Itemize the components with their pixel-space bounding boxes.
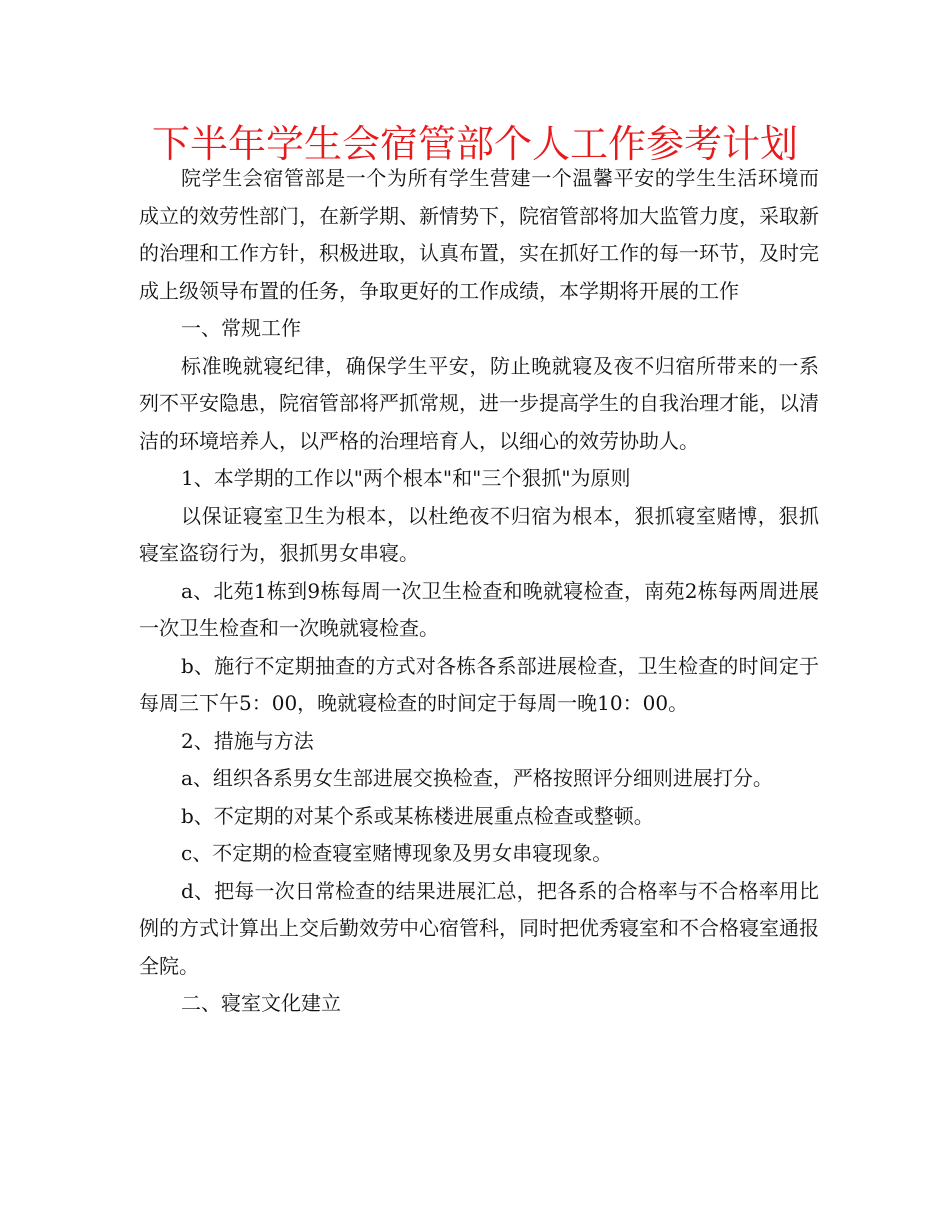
list-item-b-key-inspection: b、不定期的对某个系或某栋楼进展重点检查或整顿。 xyxy=(181,803,654,828)
section-heading-dorm-culture: 二、寝室文化建立 xyxy=(181,991,341,1015)
list-item-d-summary: d、把每一次日常检查的结果进展汇总，把各系的合格率与不合格率用比例的方式计算出上交后勤效劳中心宿管科，同时把优秀寝室和不合格寝室通报全院。 xyxy=(139,878,819,978)
section-heading-routine-work: 一、常规工作 xyxy=(181,316,301,340)
list-item-b-spot-checks: b、施行不定期抽查的方式对各栋各系部进展检查，卫生检查的时间定于每周三下午5：00，晚就寝检查的时间定于每周一晚10：00。 xyxy=(139,653,819,715)
subheading-measures: 2、措施与方法 xyxy=(181,728,314,753)
subheading-principles: 1、本学期的工作以"两个根本"和"三个狠抓"为原则 xyxy=(181,466,631,490)
list-item-a-north-south: a、北苑1栋到9栋每周一次卫生检查和晚就寝检查，南苑2栋每两周进展一次卫生检查和一次晚就寝检查。 xyxy=(139,578,819,640)
list-item-c-gambling-check: c、不定期的检查寝室赌博现象及男女串寝现象。 xyxy=(181,841,613,865)
paragraph-routine-description: 标准晚就寝纪律，确保学生平安，防止晚就寝及夜不归宿所带来的一系列不平安隐患，院宿管部将严抓常规，进一步提高学生的自我治理才能，以清洁的环境培养人，以严格的治理培育人，以细心的效劳协助人。 xyxy=(139,353,819,453)
paragraph-intro: 院学生会宿管部是一个为所有学生营建一个温馨平安的学生生活环境而成立的效劳性部门，在新学期、新情势下，院宿管部将加大监管力度，采取新的治理和工作方针，积极进取，认真布置，实在抓好工作的每一环节，及时完成上级领导布置的任务，争取更好的工作成绩，本学期将开展的工作 xyxy=(139,166,819,303)
list-item-a-exchange-check: a、组织各系男女生部进展交换检查，严格按照评分细则进展打分。 xyxy=(181,766,773,790)
paragraph-principles: 以保证寝室卫生为根本，以杜绝夜不归宿为根本，狠抓寝室赌博，狠抓寝室盗窃行为，狠抓男女串寝。 xyxy=(139,503,819,565)
document-title: 下半年学生会宿管部个人工作参考计划 xyxy=(151,122,798,166)
document-body xyxy=(139,160,819,1023)
